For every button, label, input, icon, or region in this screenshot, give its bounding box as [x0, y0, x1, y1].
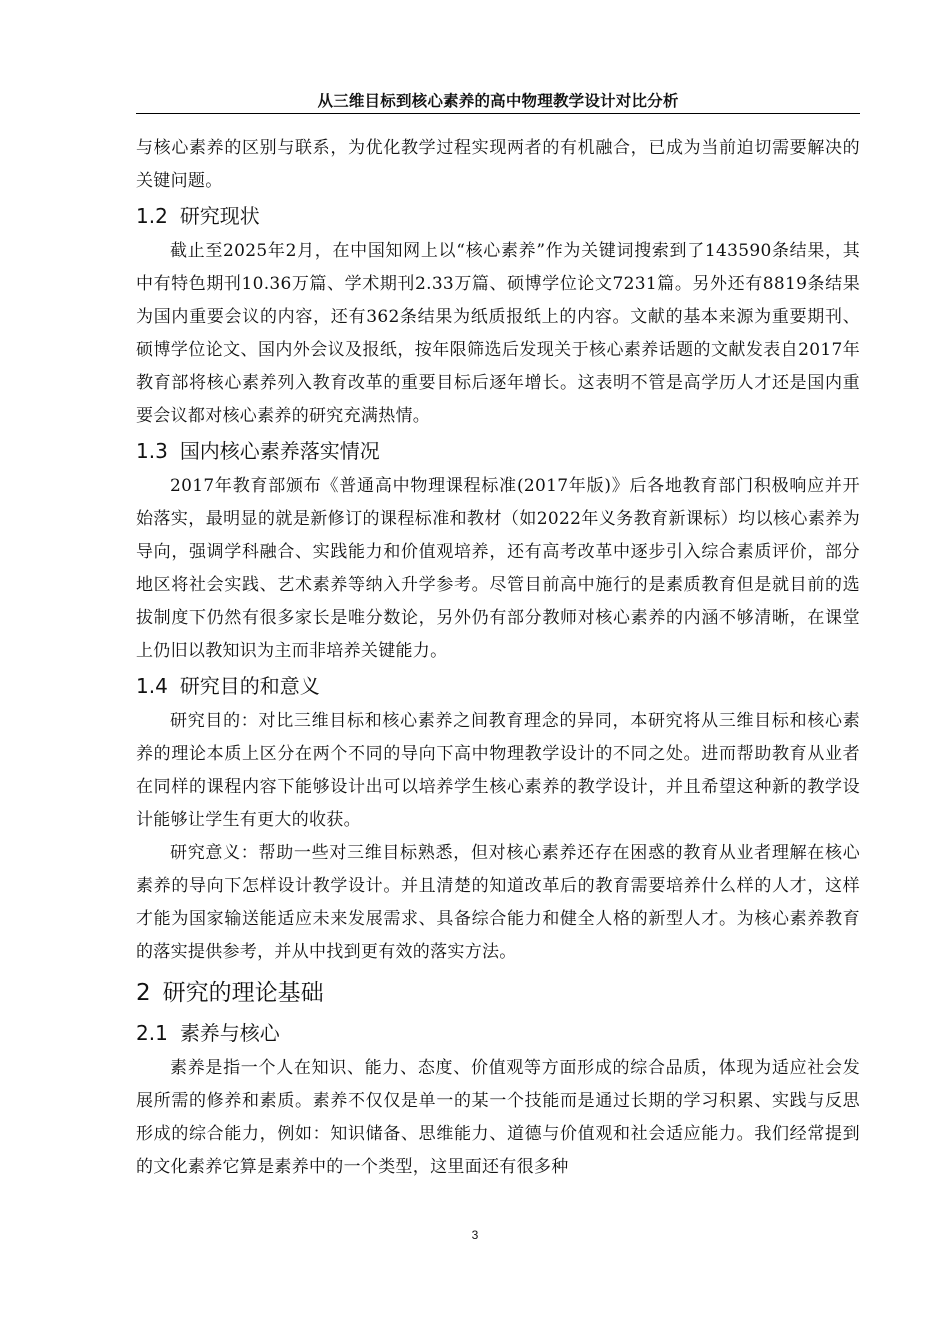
section-title: 研究目的和意义	[179, 674, 320, 698]
section-heading-1-4	[136, 668, 860, 705]
section-number: 1.4	[136, 674, 168, 698]
page-number: 3	[471, 1228, 479, 1242]
header-rule	[136, 113, 860, 114]
research-purpose-paragraph: 研究目的：对比三维目标和核心素养之间教育理念的异同，本研究将从三维目标和核心素养的理论本质上区分在两个不同的导向下高中物理教学设计的不同之处。进而帮助教育从业者在同样的课程内容下能够设计出可以培养学生核心素养的教学设计，并且希望这种新的教学设计能够让学生有更大的收获。	[136, 711, 860, 830]
page-body	[136, 132, 860, 1184]
chapter-number: 2	[136, 980, 151, 1006]
section-heading-2-1	[136, 1015, 860, 1052]
implementation-paragraph: 2017年教育部颁布《普通高中物理课程标准(2017年版)》后各地教育部门积极响应并开始落实，最明显的就是新修订的课程标准和教材（如2022年义务教育新课标）均以核心素养为导向，强调学科融合、实践能力和价值观培养，还有高考改革中逐步引入综合素质评价，部分地区将社会实践、艺术素养等纳入升学参考。尽管目前高中施行的是素质教育但是就目前的选拔制度下仍然有很多家长是唯分数论，另外仍有部分教师对核心素养的内涵不够清晰，在课堂上仍旧以教知识为主而非培养关键能力。	[136, 476, 860, 661]
literacy-definition-paragraph: 素养是指一个人在知识、能力、态度、价值观等方面形成的综合品质，体现为适应社会发展所需的修养和素质。素养不仅仅是单一的某一个技能而是通过长期的学习积累、实践与反思形成的综合能力，例如：知识储备、思维能力、道德与价值观和社会适应能力。我们经常提到的文化素养它算是素养中的一个类型，这里面还有很多种	[136, 1058, 860, 1177]
chapter-heading-2	[136, 971, 860, 1015]
research-significance-paragraph: 研究意义：帮助一些对三维目标熟悉，但对核心素养还存在困惑的教育从业者理解在核心素养的导向下怎样设计教学设计。并且清楚的知道改革后的教育需要培养什么样的人才，这样才能为国家输送能适应未来发展需求、具备综合能力和健全人格的新型人才。为核心素养教育的落实提供参考，并从中找到更有效的落实方法。	[136, 843, 860, 962]
section-number: 2.1	[136, 1021, 168, 1045]
intro-continuation-paragraph: 与核心素养的区别与联系，为优化教学过程实现两者的有机融合，已成为当前迫切需要解决的关键问题。	[136, 138, 860, 191]
running-header: 从三维目标到核心素养的高中物理教学设计对比分析	[317, 92, 679, 110]
section-title: 研究现状	[179, 204, 260, 228]
research-status-paragraph: 截止至2025年2月，在中国知网上以“核心素养”作为关键词搜索到了143590条结果，其中有特色期刊10.36万篇、学术期刊2.33万篇、硕博学位论文7231篇。另外还有8819条结果为国内重要会议的内容，还有362条结果为纸质报纸上的内容。文献的基本来源为重要期刊、硕博学位论文、国内外会议及报纸，按年限筛选后发现关于核心素养话题的文献发表自2017年教育部将核心素养列入教育改革的重要目标后逐年增长。这表明不管是高学历人才还是国内重要会议都对核心素养的研究充满热情。	[136, 241, 860, 426]
section-heading-1-2	[136, 198, 860, 235]
section-heading-1-3	[136, 433, 860, 470]
section-number: 1.2	[136, 204, 168, 228]
section-number: 1.3	[136, 439, 168, 463]
chapter-title: 研究的理论基础	[162, 980, 324, 1006]
section-title: 素养与核心	[179, 1021, 280, 1045]
section-title: 国内核心素养落实情况	[179, 439, 380, 463]
